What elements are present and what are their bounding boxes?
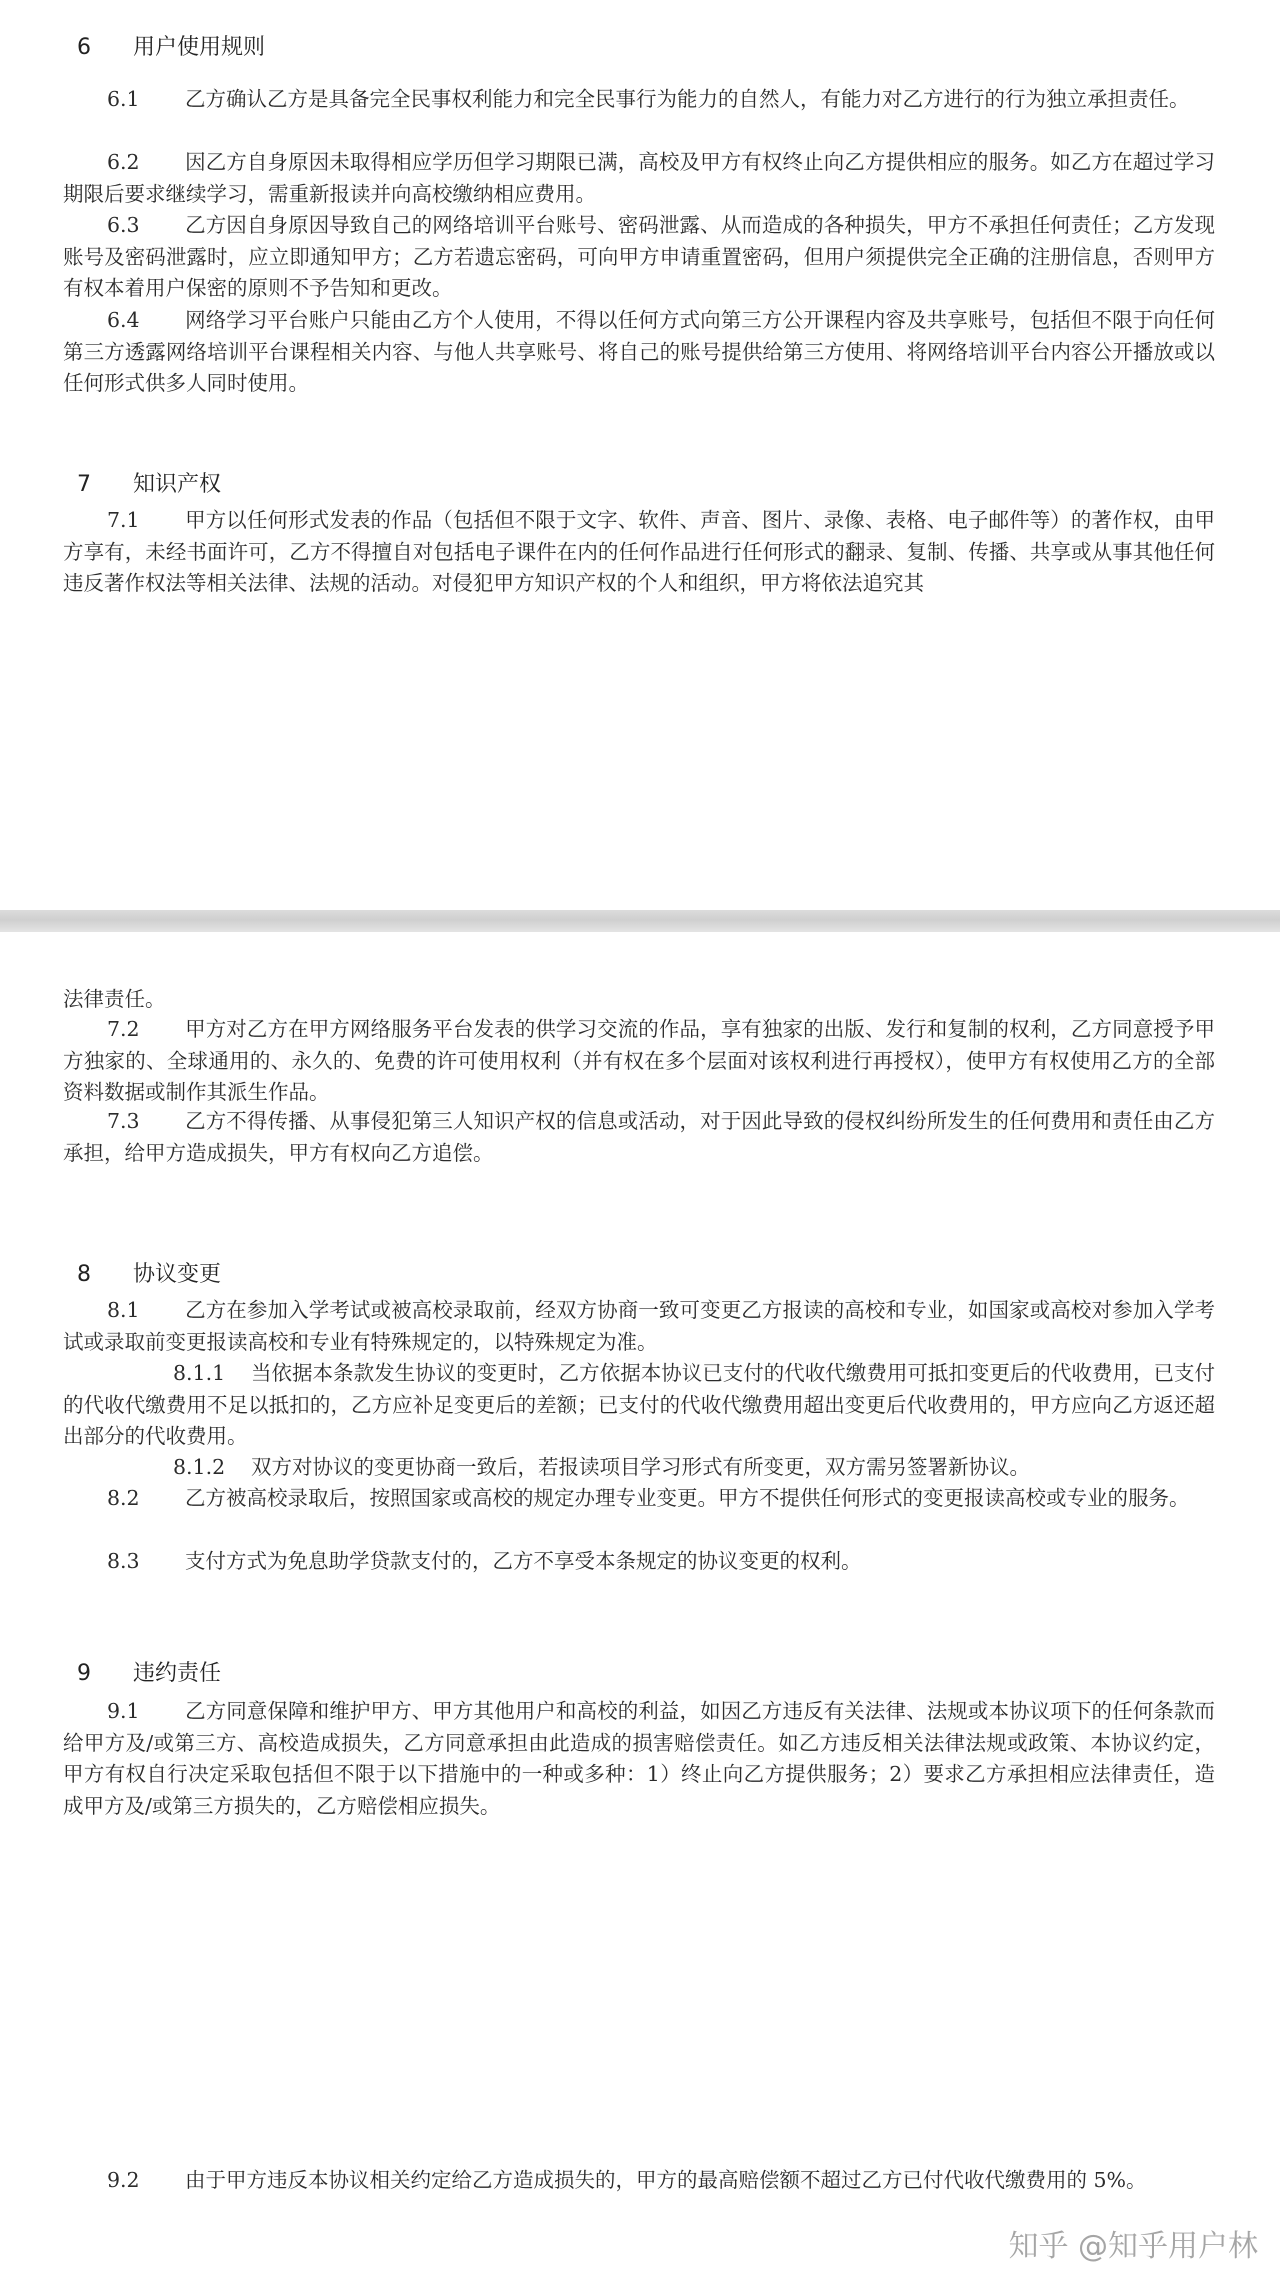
clause-6-1-text: 乙方确认乙方是具备完全民事权利能力和完全民事行为能力的自然人，有能力对乙方进行的行为独立承担责任。 — [185, 87, 1190, 111]
clause-6-4 — [63, 305, 1215, 400]
section-6-number: 6 — [77, 35, 91, 60]
clause-9-1-number: 9.1 — [107, 1699, 140, 1723]
clause-7-1-text: 甲方以任何形式发表的作品（包括但不限于文字、软件、声音、图片、录像、表格、电子邮件等）的著作权，由甲方享有，未经书面许可，乙方不得擅自对包括电子课件在内的任何作品进行任何形式的翻录、复制、传播、共享或从事其他任何违反著作权法等相关法律、法规的活动。对侵犯甲方知识产权的个人和组织，甲方将依法追究其 — [63, 508, 1215, 595]
clause-6-2-text: 因乙方自身原因未取得相应学历但学习期限已满，高校及甲方有权终止向乙方提供相应的服务。如乙方在超过学习期限后要求继续学习，需重新报读并向高校缴纳相应费用。 — [63, 150, 1215, 206]
clause-8-1-1-text: 当依据本条款发生协议的变更时，乙方依据本协议已支付的代收代缴费用可抵扣变更后的代收费用，已支付的代收代缴费用不足以抵扣的，乙方应补足变更后的差额；已支付的代收代缴费用超出变更后代收费用的，甲方应向乙方返还超出部分的代收费用。 — [63, 1361, 1215, 1448]
clause-8-1-text: 乙方在参加入学考试或被高校录取前，经双方协商一致可变更乙方报读的高校和专业，如国家或高校对参加入学考试或录取前变更报读高校和专业有特殊规定的，以特殊规定为准。 — [63, 1298, 1215, 1354]
clause-8-1-1-number: 8.1.1 — [173, 1361, 226, 1385]
clause-7-1-number: 7.1 — [107, 508, 140, 532]
clause-8-3-number: 8.3 — [107, 1549, 140, 1573]
clause-6-3-number: 6.3 — [107, 213, 140, 237]
section-9-heading — [77, 1656, 221, 1687]
clause-8-2-number: 8.2 — [107, 1486, 140, 1510]
clause-8-1-1 — [63, 1358, 1215, 1453]
clause-8-3-text: 支付方式为免息助学贷款支付的，乙方不享受本条规定的协议变更的权利。 — [185, 1549, 862, 1573]
section-7-heading — [77, 467, 221, 498]
clause-7-1-continued: 法律责任。 — [63, 987, 166, 1011]
clause-6-3 — [63, 210, 1215, 305]
clause-7-3-text: 乙方不得传播、从事侵犯第三人知识产权的信息或活动，对于因此导致的侵权纠纷所发生的任何费用和责任由乙方承担，给甲方造成损失，甲方有权向乙方追偿。 — [63, 1109, 1215, 1165]
clause-9-2-text: 由于甲方违反本协议相关约定给乙方造成损失的，甲方的最高赔偿额不超过乙方已付代收代缴费用的 5%。 — [185, 2168, 1147, 2192]
section-9-title: 违约责任 — [133, 1661, 222, 1686]
clause-6-1-number: 6.1 — [107, 87, 140, 111]
clause-7-3 — [63, 1106, 1215, 1169]
clause-8-1-2-number: 8.1.2 — [173, 1455, 226, 1479]
section-7-number: 7 — [77, 472, 91, 497]
document-page-1 — [0, 0, 1280, 910]
section-8-title: 协议变更 — [133, 1262, 222, 1287]
clause-8-1-number: 8.1 — [107, 1298, 140, 1322]
clause-8-1-2-text: 双方对协议的变更协商一致后，若报读项目学习形式有所变更，双方需另签署新协议。 — [251, 1455, 1030, 1479]
document-page-2 — [0, 932, 1280, 2279]
clause-9-1 — [63, 1696, 1215, 1822]
clause-6-4-number: 6.4 — [107, 308, 140, 332]
clause-7-2-text: 甲方对乙方在甲方网络服务平台发表的供学习交流的作品，享有独家的出版、发行和复制的权利，乙方同意授予甲方独家的、全球通用的、永久的、免费的许可使用权利（并有权在多个层面对该权利进行再授权），使甲方有权使用乙方的全部资料数据或制作其派生作品。 — [63, 1017, 1215, 1104]
clause-6-3-text: 乙方因自身原因导致自己的网络培训平台账号、密码泄露、从而造成的各种损失，甲方不承担任何责任；乙方发现账号及密码泄露时，应立即通知甲方；乙方若遗忘密码，可向甲方申请重置密码，但用户须提供完全正确的注册信息，否则甲方有权本着用户保密的原则不予告知和更改。 — [63, 213, 1215, 300]
clause-6-2-number: 6.2 — [107, 150, 140, 174]
clause-7-3-number: 7.3 — [107, 1109, 140, 1133]
clause-9-2 — [63, 2165, 1215, 2197]
page-break-shadow — [0, 910, 1280, 932]
section-9-number: 9 — [77, 1661, 91, 1686]
section-8-number: 8 — [77, 1262, 91, 1287]
clause-8-1 — [63, 1295, 1215, 1358]
clause-8-2 — [63, 1483, 1215, 1515]
clause-7-1 — [63, 505, 1215, 600]
zhihu-watermark: 知乎 @知乎用户林 — [1008, 2229, 1258, 2264]
section-8-heading — [77, 1257, 221, 1288]
clause-8-2-text: 乙方被高校录取后，按照国家或高校的规定办理专业变更。甲方不提供任何形式的变更报读高校或专业的服务。 — [185, 1486, 1190, 1510]
clause-8-1-2 — [63, 1452, 1215, 1484]
section-7-title: 知识产权 — [133, 472, 222, 497]
clause-7-2 — [63, 1014, 1215, 1109]
clause-7-2-number: 7.2 — [107, 1017, 140, 1041]
clause-9-1-text: 乙方同意保障和维护甲方、甲方其他用户和高校的利益，如因乙方违反有关法律、法规或本协议项下的任何条款而给甲方及/或第三方、高校造成损失，乙方同意承担由此造成的损害赔偿责任。如乙方违反相关法律法规或政策、本协议约定，甲方有权自行决定采取包括但不限于以下措施中的一种或多种：1）终止向乙方提供服务；2）要求乙方承担相应法律责任，造成甲方及/或第三方损失的，乙方赔偿相应损失。 — [63, 1699, 1215, 1818]
clause-6-4-text: 网络学习平台账户只能由乙方个人使用，不得以任何方式向第三方公开课程内容及共享账号，包括但不限于向任何第三方透露网络培训平台课程相关内容、与他人共享账号、将自己的账号提供给第三方使用、将网络培训平台内容公开播放或以任何形式供多人同时使用。 — [63, 308, 1215, 395]
clause-8-3 — [63, 1546, 1215, 1578]
clause-6-2 — [63, 147, 1215, 210]
clause-6-1 — [63, 84, 1215, 116]
section-6-title: 用户使用规则 — [133, 35, 266, 60]
clause-9-2-number: 9.2 — [107, 2168, 140, 2192]
section-6-heading — [77, 30, 265, 61]
